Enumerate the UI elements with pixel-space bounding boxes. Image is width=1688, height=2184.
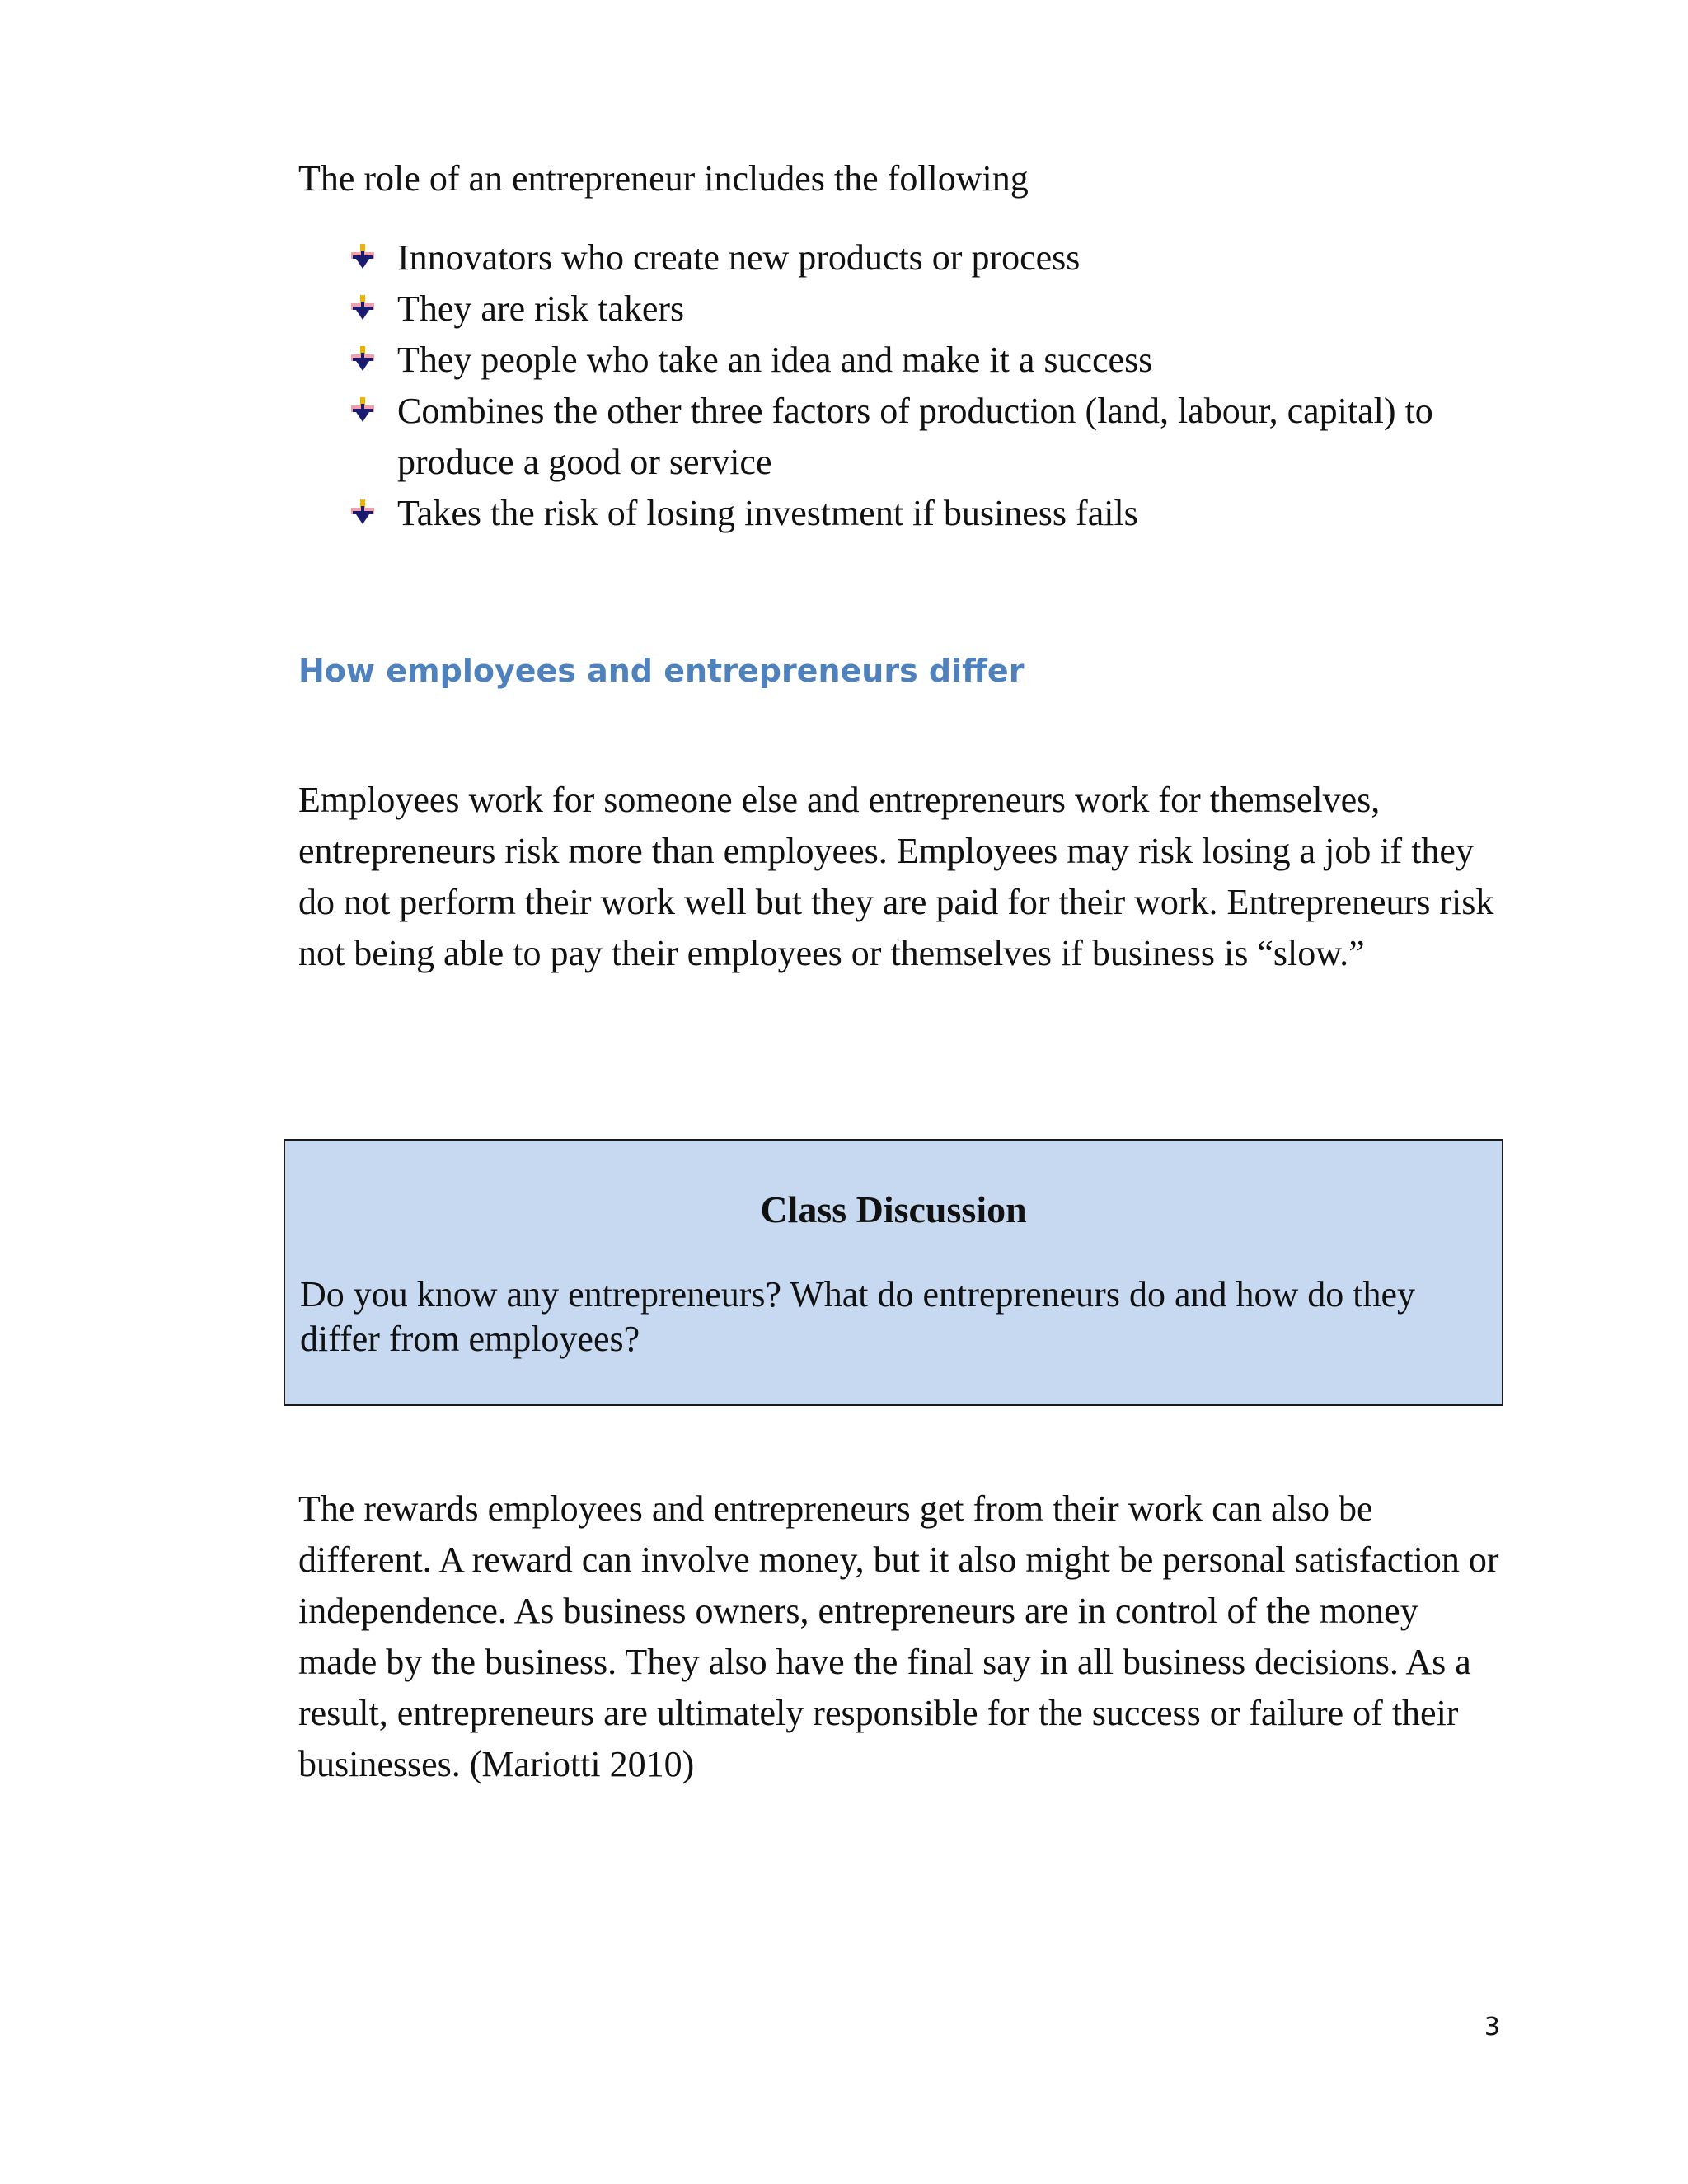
discussion-title: Class Discussion	[760, 1188, 1027, 1230]
list-item	[345, 335, 1515, 386]
cross-arrow-bullet-icon	[348, 242, 377, 272]
list-item	[345, 284, 1515, 335]
cross-arrow-bullet-icon	[348, 396, 377, 425]
section-heading: How employees and entrepreneurs differ	[298, 653, 1025, 689]
cross-arrow-bullet-icon	[348, 498, 377, 527]
list-item	[345, 488, 1515, 539]
bullet-text: They people who take an idea and make it a success	[397, 340, 1153, 380]
cross-arrow-bullet-icon	[348, 293, 377, 323]
rewards-paragraph: The rewards employees and entrepreneurs get from their work can also be different. A reward can involve money, but it also might be personal satisfaction or independence. As business owners, entrepreneurs are in control of the money made by the business. They also have the final say in all business decisions. As a result, entrepreneurs are ultimately responsible for the success or failure of their businesses. (Mariotti 2010)	[298, 1488, 1499, 1784]
bullet-text: Innovators who create new products or process	[397, 237, 1081, 278]
class-discussion-box	[284, 1139, 1503, 1406]
page-number: 3	[1484, 2013, 1500, 2041]
cross-arrow-bullet-icon	[348, 344, 377, 374]
role-bullet-list	[345, 232, 1515, 539]
bullet-text: Takes the risk of losing investment if business fails	[397, 493, 1138, 533]
discussion-question: Do you know any entrepreneurs? What do entrepreneurs do and how do they differ from employees?	[300, 1274, 1415, 1359]
list-item	[345, 386, 1515, 488]
employees-vs-entrepreneurs-paragraph: Employees work for someone else and entrepreneurs work for themselves, entrepreneurs risk more than employees. Employees may risk losing a job if they do not perform their work well but they are paid for their work. Entrepreneurs risk not being able to pay their employees or themselves if business is “slow.”	[298, 780, 1494, 973]
bullet-text: They are risk takers	[397, 288, 685, 329]
bullet-text: Combines the other three factors of production (land, labour, capital) to produce a good or service	[397, 391, 1433, 482]
intro-text: The role of an entrepreneur includes the following	[298, 158, 1029, 199]
list-item	[345, 232, 1515, 284]
